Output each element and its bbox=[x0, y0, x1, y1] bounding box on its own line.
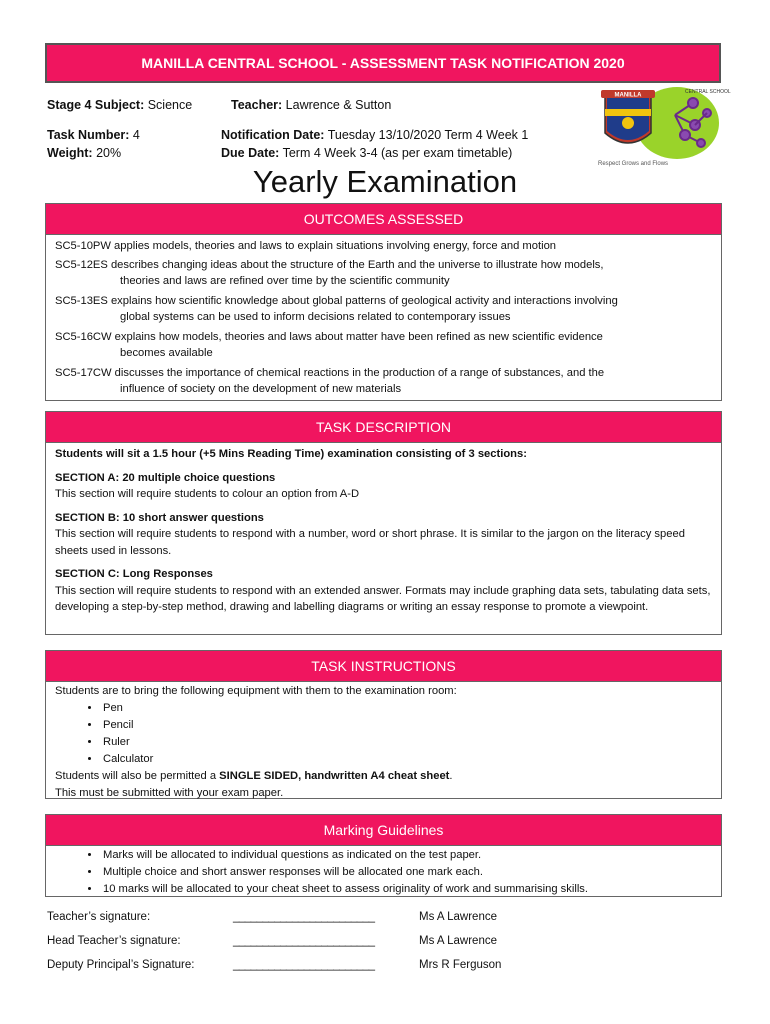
list-item: • Ruler bbox=[101, 734, 712, 751]
outcomes-section bbox=[45, 203, 722, 401]
section-b-title: SECTION B: 10 short answer questions bbox=[55, 511, 264, 524]
signature-name: Mrs R Ferguson bbox=[419, 959, 502, 971]
due-date: Due Date: Term 4 Week 3-4 (as per exam timetable) bbox=[221, 146, 513, 160]
section-a-title: SECTION A: 20 multiple choice questions bbox=[55, 471, 276, 484]
section-c-title: SECTION C: Long Responses bbox=[55, 568, 213, 580]
signature-name: Ms A Lawrence bbox=[419, 935, 497, 947]
cheat-sheet-note: Students will also be permitted a SINGLE SIDED, handwritten A4 cheat sheet. bbox=[55, 770, 453, 782]
outcomes-heading: OUTCOMES ASSESSED bbox=[46, 204, 721, 235]
equipment-list bbox=[55, 700, 712, 768]
svg-text:MANILLA: MANILLA bbox=[614, 92, 642, 99]
list-item: • Multiple choice and short answer responses will be allocated one mark each. bbox=[101, 864, 712, 881]
notification-banner bbox=[45, 43, 721, 83]
task-number: Task Number: 4 bbox=[47, 128, 140, 142]
signature-label: Teacher’s signature: bbox=[47, 911, 151, 923]
school-logo bbox=[595, 85, 731, 170]
banner-title: MANILLA CENTRAL SCHOOL - ASSESSMENT TASK NOTIFICATION 2020 bbox=[141, 55, 625, 71]
signature-line[interactable]: ________________________ bbox=[233, 959, 375, 971]
page-title: Yearly Examination bbox=[252, 164, 518, 199]
section-c-text: This section will require students to respond with an extended answer. Formats may include graphing data sets, tabulating data sets, developing a step-by-step method, drawing and labelling diagrams or writing an essay response to promote a viewpoint. bbox=[55, 584, 711, 613]
signature-line[interactable]: ________________________ bbox=[233, 911, 375, 923]
task-description-section bbox=[45, 411, 722, 635]
description-intro: Students will sit a 1.5 hour (+5 Mins Reading Time) examination consisting of 3 sections: bbox=[55, 448, 527, 460]
marking-list bbox=[55, 847, 712, 898]
signature-name: Ms A Lawrence bbox=[419, 911, 497, 923]
teacher: Teacher: Lawrence & Sutton bbox=[231, 98, 392, 112]
section-a-text: This section will require students to colour an option from A-D bbox=[55, 488, 360, 500]
task-instructions-section bbox=[45, 650, 722, 799]
list-item: • 10 marks will be allocated to your cheat sheet to assess originality of work and summarising skills. bbox=[101, 881, 712, 898]
list-item: • Calculator bbox=[101, 751, 712, 768]
list-item: • Pen bbox=[101, 700, 712, 717]
section-b-text: This section will require students to respond with a number, word or short phrase. It is similar to the jargon on the literacy speed sheets used in lessons. bbox=[55, 528, 685, 557]
task-description-heading: TASK DESCRIPTION bbox=[46, 412, 721, 443]
submit-note: This must be submitted with your exam paper. bbox=[55, 787, 284, 799]
list-item: • Marks will be allocated to individual questions as indicated on the test paper. bbox=[101, 847, 712, 864]
outcomes-list bbox=[46, 235, 721, 402]
marking-guidelines-section bbox=[45, 814, 722, 897]
notification-date: Notification Date: Tuesday 13/10/2020 Term 4 Week 1 bbox=[221, 128, 529, 142]
signature-label: Deputy Principal’s Signature: bbox=[47, 959, 195, 971]
svg-text:CENTRAL SCHOOL: CENTRAL SCHOOL bbox=[685, 89, 731, 95]
outcome-item: SC5-10PW applies models, theories and laws to explain situations involving energy, force and motion bbox=[55, 240, 557, 252]
outcome-item: SC5-12ES describes changing ideas about the structure of the Earth and the universe to illustrate how models, theories and laws are refined over time by the scientific community bbox=[55, 258, 604, 287]
signature-label: Head Teacher’s signature: bbox=[47, 935, 181, 947]
signature-line[interactable]: ________________________ bbox=[233, 935, 375, 947]
outcome-item: SC5-13ES explains how scientific knowledge about global patterns of geological activity and interactions involving global systems can be used to inform decisions related to contemporary issues bbox=[55, 294, 618, 323]
list-item: • Pencil bbox=[101, 717, 712, 734]
marking-heading: Marking Guidelines bbox=[46, 815, 721, 846]
task-instructions-heading: TASK INSTRUCTIONS bbox=[46, 651, 721, 682]
outcome-item: SC5-17CW discusses the importance of chemical reactions in the production of a range of substances, and the influence of society on the development of new materials bbox=[55, 366, 605, 395]
weight: Weight: 20% bbox=[47, 146, 122, 160]
svg-text:Respect Grows and Flows: Respect Grows and Flows bbox=[598, 161, 669, 167]
instructions-intro: Students are to bring the following equipment with them to the examination room: bbox=[55, 685, 457, 697]
outcome-item: SC5-16CW explains how models, theories and laws about matter have been refined as new scientific evidence becomes available bbox=[55, 330, 603, 359]
stage-subject: Stage 4 Subject: Science bbox=[47, 98, 193, 112]
